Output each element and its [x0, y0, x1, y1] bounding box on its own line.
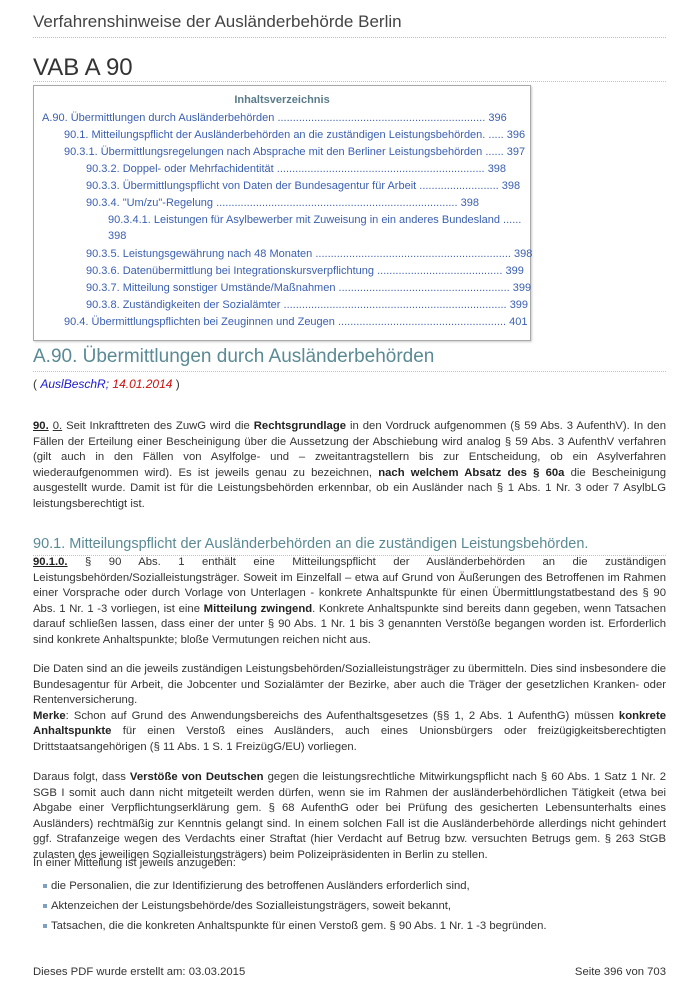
toc-item[interactable]: 90.3.6. Datenübermittlung bei Integrationskursverpflichtung ......................................... 399 — [86, 265, 524, 277]
paragraph-number: 90.1.0. — [33, 556, 68, 568]
toc-heading: Inhaltsverzeichnis — [234, 94, 330, 106]
paragraph-data: Die Daten sind an die jeweils zuständigen Leistungsbehörden/Sozialleistungsträger zu übermitteln. Dies sind insbesondere die Bundesagentur für Arbeit, die Jobcenter und Sozialämter der Bezirke, aber auch die Träger der gesetzlichen Kranken- oder Rentenversicherung. Merke: Schon auf Grund des Anwendungsbereichs des Aufenthaltsgesetzes (§§ 1, 2 Abs. 1 AufenthG) müssen konkrete Anhaltspunkte für einen Verstoß eines Ausländers, auch eines Unionsbürgers oder freizügigkeitsberechtigten Drittstaatsangehörigen (§ 11 Abs. 1 S. 1 FreizügG/EU) vorliegen. — [33, 663, 666, 753]
list-item: Aktenzeichen der Leistungsbehörde/des Sozialleistungsträgers, soweit bekannt, — [43, 900, 451, 912]
section-divider — [33, 371, 666, 372]
toc-item[interactable]: 90.3.4.1. Leistungen für Asylbewerber mit Zuweisung in ein anderes Bundesland ...... — [108, 214, 522, 226]
section-heading: A.90. Übermittlungen durch Ausländerbehörden — [33, 346, 435, 367]
site-title: Verfahrenshinweise der Ausländerbehörde Berlin — [33, 12, 402, 31]
bullet-icon — [43, 924, 47, 928]
footer-page-number: Seite 396 von 703 — [574, 966, 666, 978]
bullet-icon — [43, 884, 47, 888]
paragraph-deutsche: Daraus folgt, dass Verstöße von Deutschen gegen die leistungsrechtliche Mitwirkungspflicht nach § 60 Abs. 1 Satz 1 Nr. 2 SGB I somit auch dann nicht mitgeteilt werden dürfen, wenn sie im Rahmen der ausländerbehördlichen Tätigkeit (etwa bei Abgabe einer Verpflichtungserklärung gem. § 68 AufenthG oder bei Prüfung des gesicherten Lebensunterhalts eines Ausländers) rechtmäßig zur Kenntnis gelangt sind. In einem solchen Fall ist die Ausländerbehörde allerdings nicht gehindert ggf. Strafanzeige wegen des Verdachts einer Straftat (hier Verdacht auf Betrug bzw. versuchten Betrugs gem. § 263 StGB zulasten des jeweiligen Sozialleistungsträgers) beim Polizeipräsidenten in Berlin zu stellen. — [33, 771, 666, 861]
bullet-icon — [43, 904, 47, 908]
toc-item[interactable]: 90.3.8. Zuständigkeiten der Sozialämter ......................................................................... 399 — [86, 299, 529, 311]
citation: ( AuslBeschR; 14.01.2014 ) — [33, 377, 180, 391]
toc-item[interactable]: 90.3.1. Übermittlungsregelungen nach Absprache mit den Berliner Leistungsbehörden ...... 397 — [64, 146, 526, 158]
citation-date: 14.01.2014 — [112, 377, 173, 391]
toc-item[interactable]: 90.3.3. Übermittlungspflicht von Daten der Bundesagentur für Arbeit .......................... 398 — [86, 180, 521, 192]
paragraph-number: 90. — [33, 420, 49, 432]
toc-item[interactable]: A.90. Übermittlungen durch Ausländerbehörden .................................................................... 396 — [42, 112, 507, 124]
toc-item-page[interactable]: 398 — [108, 230, 127, 242]
toc-item[interactable]: 90.4. Übermittlungspflichten bei Zeuginnen und Zeugen ....................................................... 401 — [64, 316, 528, 328]
toc-item[interactable]: 90.3.7. Mitteilung sonstiger Umstände/Maßnahmen ........................................................ 399 — [86, 282, 532, 294]
list-item: Tatsachen, die die konkreten Anhaltspunkte für einen Verstoß gem. § 90 Abs. 1 Nr. 1 -3 begründen. — [43, 920, 547, 932]
paragraph-90-0: 90. 0. Seit Inkrafttreten des ZuwG wird die Rechtsgrundlage in den Vordruck aufgenommen (§ 59 Abs. 3 AufenthV). In den Fällen der Erteilung einer Bescheinigung über die Aussetzung der Abschiebung wird analog § 59 Abs. 3 AufenthV verfahren (gilt auch in den Fällen von Asylfolge- und – zweitantragstellern bis zur Entscheidung, ob ein Asylverfahren wiederaufgenommen wird). Es ist jeweils genau zu bezeichnen, nach welchem Absatz des § 60a die Bescheinigung ausgestellt wurde. Damit ist für die Leistungsbehörden erkennbar, ob ein Ausländer nach § 1 Abs. 1 Nr. 3 oder 7 AsylbLG leistungsberechtigt ist. — [33, 420, 667, 510]
subsection-heading: 90.1. Mitteilungspflicht der Ausländerbehörden an die zuständigen Leistungsbehörden. — [33, 536, 589, 552]
paragraph-subnumber: 0. — [52, 420, 63, 432]
footer-created: Dieses PDF wurde erstellt am: 03.03.2015 — [33, 966, 246, 978]
toc-item[interactable]: 90.3.5. Leistungsgewährung nach 48 Monaten ................................................................ 398 — [86, 248, 533, 260]
paragraph-mitteilung: In einer Mitteilung ist jeweils anzugeben: — [33, 857, 236, 869]
citation-abbr: AuslBeschR; — [40, 377, 110, 391]
toc-item[interactable]: 90.3.4. "Um/zu"-Regelung ............................................................................... 398 — [86, 197, 479, 209]
title-divider — [33, 81, 666, 82]
toc-item[interactable]: 90.3.2. Doppel- oder Mehrfachidentität .................................................................... 398 — [86, 163, 507, 175]
header-divider — [33, 37, 666, 38]
list-item: die Personalien, die zur Identifizierung des betroffenen Ausländers erforderlich sind, — [43, 880, 470, 892]
paragraph-90-1-0: 90.1.0. § 90 Abs. 1 enthält eine Mitteilungspflicht der Ausländerbehörden an die zuständigen Leistungsbehörden/Sozialleistungsträger. Soweit im Einzelfall – etwa auf Grund von Äußerungen des Betroffenen im Rahmen einer Vorsprache oder durch Vorlage von Unterlagen - konkrete Anhaltspunkte für einen Übermittlungstatbestand des § 90 Abs. 1 Nr. 1 -3 vorliegen, ist eine Mitteilung zwingend. Konkrete Anhaltspunkte sind bereits dann gegeben, wenn Tatsachen darauf schließen lassen, dass einer der unter § 90 Abs. 1 Nr. 1 bis 3 genannten Verstöße begangen worden ist. Erforderlich sind konkrete Anhaltspunkte; bloße Vermutungen reichen nicht aus. — [33, 556, 666, 646]
table-of-contents — [33, 85, 531, 341]
toc-item[interactable]: 90.1. Mitteilungspflicht der Ausländerbehörden an die zuständigen Leistungsbehörden. ..... 396 — [64, 129, 526, 141]
page-title: VAB A 90 — [33, 54, 133, 81]
